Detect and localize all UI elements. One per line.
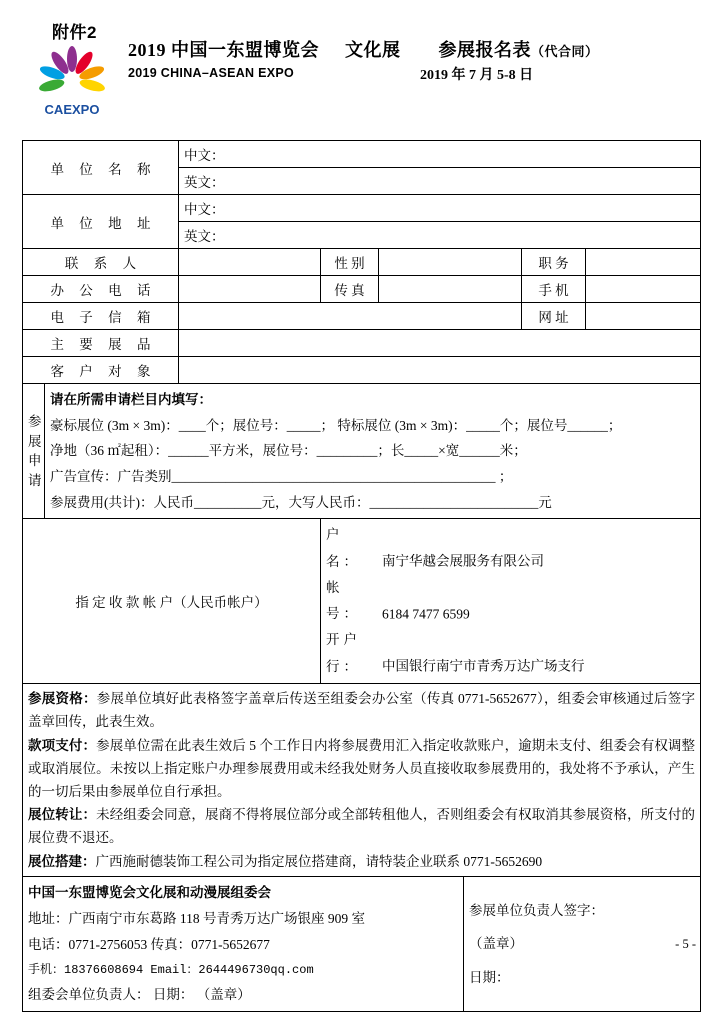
term-title: 参展资格： (28, 691, 97, 707)
term-text: 参展单位需在此表生效后 5 个工作日内将参展费用汇入指定收款账户，逾期未支付、组委会有权调整或取消展位。未按以上指定账户办理参展费用或未经我处财务人员直接收取参展费用的，我处将不予承认，产生的一切后果由参展单位自行承担。 (28, 737, 696, 799)
term-title: 展位搭建： (28, 853, 96, 869)
table-row (23, 276, 701, 303)
terms-section (23, 684, 701, 877)
email-value-field[interactable] (179, 303, 522, 330)
table-row (23, 330, 701, 357)
account-bank-value: 中国银行南宁市青秀万达广场支行 (382, 658, 585, 674)
label-email: 电 子 信 箱 (23, 303, 179, 330)
table-row-org (23, 876, 701, 1012)
main-products-value-field[interactable] (179, 330, 701, 357)
term-item (28, 850, 695, 873)
label-unit-address: 单 位 地 址 (23, 195, 179, 249)
table-row (23, 357, 701, 384)
account-number-row (326, 575, 695, 628)
contact-value-field[interactable] (179, 249, 321, 276)
organizer-name: 中国一东盟博览会文化展和动漫展组委会 (28, 884, 271, 900)
account-number-key: 帐 号： (326, 579, 361, 622)
organizer-block (23, 876, 464, 1012)
table-row-apply (23, 384, 701, 519)
account-bank-row (326, 627, 695, 680)
table-row-terms (23, 684, 701, 877)
page-number: - 5 - (675, 937, 696, 951)
unit-address-cn-field[interactable]: 中文： (179, 195, 701, 222)
exhibitor-date-label[interactable]: 日期： (469, 970, 510, 986)
apply-heading: 请在所需申请栏目内填写： (50, 392, 212, 407)
table-row (23, 141, 701, 168)
label-gender: 性 别 (321, 249, 379, 276)
title-cn-2: 文化展 (345, 40, 401, 60)
apply-section-body (45, 384, 701, 519)
label-website: 网 址 (522, 303, 586, 330)
title-cn-1: 2019 中国一东盟博览会 (128, 40, 319, 60)
unit-address-en-field[interactable]: 英文： (179, 222, 701, 249)
organizer-mobile-email: 手机：18376608694 Email：2644496730qq.com (28, 962, 314, 977)
registration-form-table (22, 140, 701, 1012)
unit-name-cn-field[interactable]: 中文： (179, 141, 701, 168)
label-position: 职 务 (522, 249, 586, 276)
table-row (23, 195, 701, 222)
term-text: 参展单位填好此表格签字盖章后传送至组委会办公室（传真 0771-5652677），组委会审核通过后签字盖章回传，此表生效。 (28, 691, 696, 730)
exhibitor-signature-block (464, 876, 701, 1012)
title-english: 2019 CHINA–ASEAN EXPO (128, 66, 295, 80)
page-title (128, 36, 599, 62)
label-unit-name: 单 位 名 称 (23, 141, 179, 195)
exhibitor-signature-label[interactable]: 参展单位负责人签字： (469, 902, 604, 918)
table-row (23, 249, 701, 276)
caexpo-logo (24, 44, 120, 122)
title-cn-4: （代合同） (531, 44, 599, 59)
fax-value-field[interactable] (379, 276, 522, 303)
account-name-key: 户 名： (326, 527, 361, 569)
account-name-row (326, 522, 695, 575)
logo-text: CAEXPO (44, 102, 100, 117)
account-number-value: 6184 7477 6599 (382, 606, 470, 622)
customers-value-field[interactable] (179, 357, 701, 384)
label-office-tel: 办 公 电 话 (23, 276, 179, 303)
label-designated-account: 指 定 收 款 帐 户（人民币帐户） (23, 519, 321, 684)
term-item (28, 734, 695, 804)
event-date: 2019 年 7 月 5-8 日 (420, 68, 534, 83)
office-tel-value-field[interactable] (179, 276, 321, 303)
position-value-field[interactable] (586, 249, 701, 276)
term-text: 广西施耐德装饰工程公司为指定展位搭建商，请特装企业联系 0771-5652690 (95, 853, 543, 869)
gender-value-field[interactable] (379, 249, 522, 276)
table-row-account (23, 519, 701, 684)
website-value-field[interactable] (586, 303, 701, 330)
apply-line-fee[interactable]: 参展费用(共计)：人民币__________元，大写人民币：_________________________元 (50, 494, 552, 510)
apply-side-label: 参 展 申 请 (28, 413, 42, 488)
account-name-value: 南宁华越会展服务有限公司 (382, 553, 544, 569)
organizer-address: 地址：广西南宁市东葛路 118 号青秀万达广场银座 909 室 (28, 911, 365, 927)
label-main-products: 主 要 展 品 (23, 330, 179, 357)
label-apply-section (23, 384, 45, 519)
label-contact: 联 系 人 (23, 249, 179, 276)
label-fax: 传 真 (321, 276, 379, 303)
attachment-label: 附件2 (52, 23, 97, 42)
apply-line-advertising[interactable]: 广告宣传：广告类别________________________________________________ ； (50, 468, 513, 484)
apply-line-booth-standard[interactable]: 豪标展位 (3m × 3m)：____个；展位号：_____； 特标展位 (3m × 3m)：_____个；展位号______； (50, 417, 622, 433)
account-bank-key: 开户行： (326, 632, 361, 674)
account-details (321, 519, 701, 684)
title-cn-3: 参展报名表 (438, 40, 531, 60)
term-text: 未经组委会同意，展商不得将展位部分或全部转租他人，否则组委会有权取消其参展资格，所支付的展位费不退还。 (28, 807, 696, 846)
unit-name-en-field[interactable]: 英文： (179, 168, 701, 195)
mobile-value-field[interactable] (586, 276, 701, 303)
apply-line-raw-space[interactable]: 净地（36 ㎡起租）：______平方米，展位号：_________；长_____×宽______米； (50, 443, 527, 459)
organizer-tel: 电话：0771-2756053 传真：0771-5652677 (28, 937, 270, 953)
term-item (28, 803, 695, 849)
term-item (28, 687, 695, 733)
term-title: 展位转让： (28, 807, 97, 823)
table-row (23, 303, 701, 330)
exhibitor-seal-label[interactable]: （盖章） (469, 936, 523, 952)
label-customers: 客 户 对 象 (23, 357, 179, 384)
label-mobile: 手 机 (522, 276, 586, 303)
organizer-leader-signature[interactable]: 组委会单位负责人： 日期： （盖章） (28, 987, 251, 1003)
term-title: 款项支付： (28, 737, 97, 753)
